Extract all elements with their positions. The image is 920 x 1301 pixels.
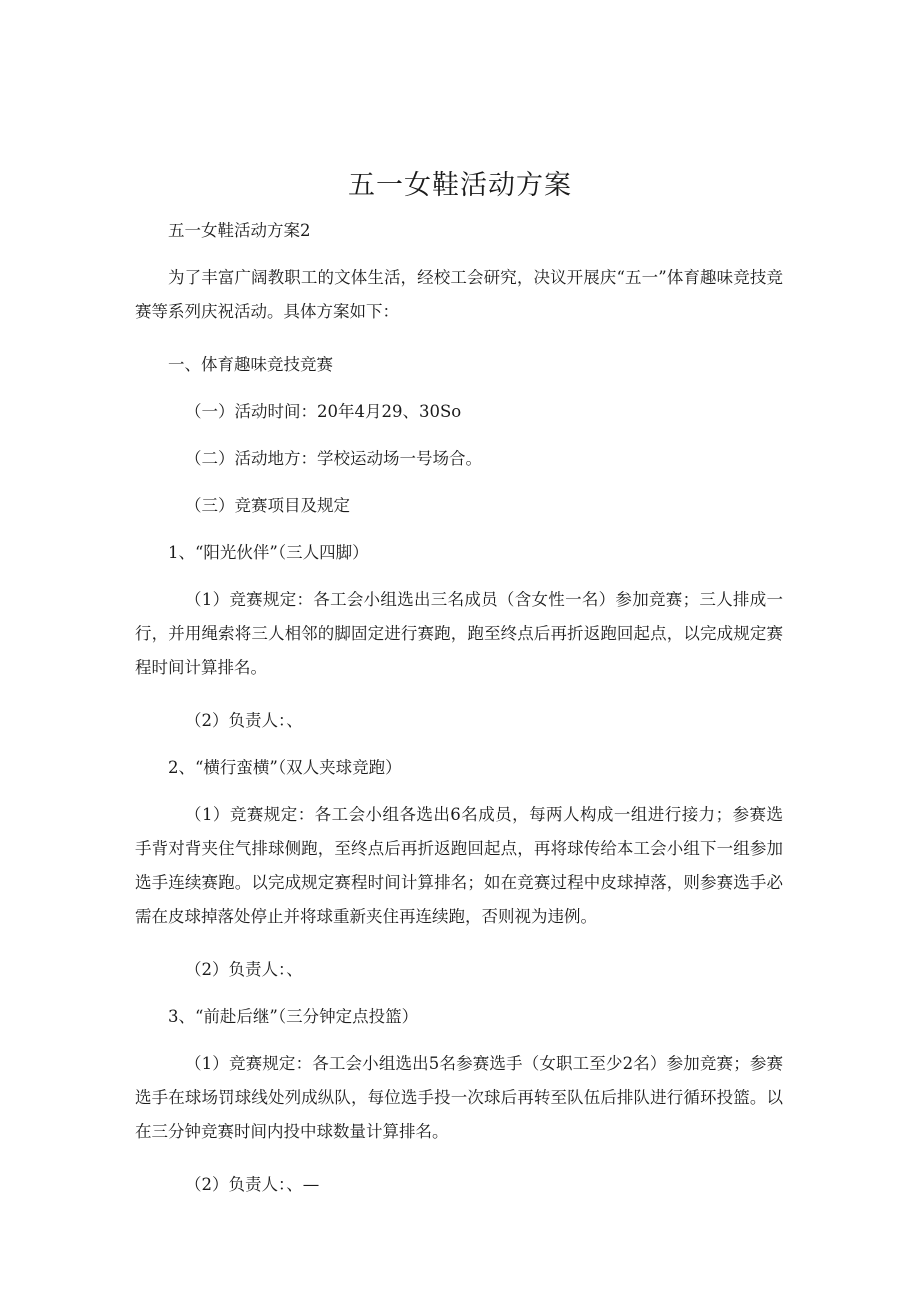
event-2-heading: 2、“横行蛮横”（双人夹球竞跑） — [168, 758, 402, 777]
event-2-rules: （1）竞赛规定：各工会小组各选出6名成员，每两人构成一组进行接力；参赛选手背对背夹住气排球侧跑，至终点后再折返跑回起点，再将球传给本工会小组下一组参加选手连续赛跑。以完成规定赛程时间计算排名；如在竞赛过程中皮球掉落，则参赛选手必需在皮球掉落处停止并将球重新夹住再连续跑，否则视为违例。 — [135, 805, 783, 926]
event-1-owner: （2）负责人：、 — [185, 711, 303, 730]
document-title: 五一女鞋活动方案 — [348, 170, 572, 201]
event-3-heading: 3、“前赴后继”（三分钟定点投篮） — [168, 1007, 419, 1026]
competition-items-heading: （三）竞赛项目及规定 — [185, 496, 350, 515]
event-3-owner: （2）负责人：、— — [185, 1175, 320, 1194]
event-3-rules: （1）竞赛规定：各工会小组选出5名参赛选手（女职工至少2名）参加竞赛；参赛选手在球场罚球线处列成纵队，每位选手投一次球后再转至队伍后排队进行循环投篮。以在三分钟竞赛时间内投中球数量计算排名。 — [135, 1054, 783, 1141]
activity-time: （一）活动时间：20年4月29、30So — [185, 402, 462, 421]
subtitle-paragraph: 五一女鞋活动方案2 — [168, 221, 311, 240]
activity-location: （二）活动地方：学校运动场一号场合。 — [185, 449, 482, 468]
event-1-rules: （1）竞赛规定：各工会小组选出三名成员（含女性一名）参加竞赛；三人排成一行，并用绳索将三人相邻的脚固定进行赛跑，跑至终点后再折返跑回起点，以完成规定赛程时间计算排名。 — [135, 590, 783, 677]
document-body — [135, 214, 783, 1221]
intro-paragraph: 为了丰富广阔教职工的文体生活，经校工会研究，决议开展庆“五一”体育趣味竞技竞赛等系列庆祝活动。具体方案如下： — [135, 268, 783, 321]
event-1-heading: 1、“阳光伙伴”（三人四脚） — [168, 543, 369, 562]
section-heading: 一、体育趣味竞技竞赛 — [168, 355, 333, 374]
event-2-owner: （2）负责人：、 — [185, 960, 303, 979]
